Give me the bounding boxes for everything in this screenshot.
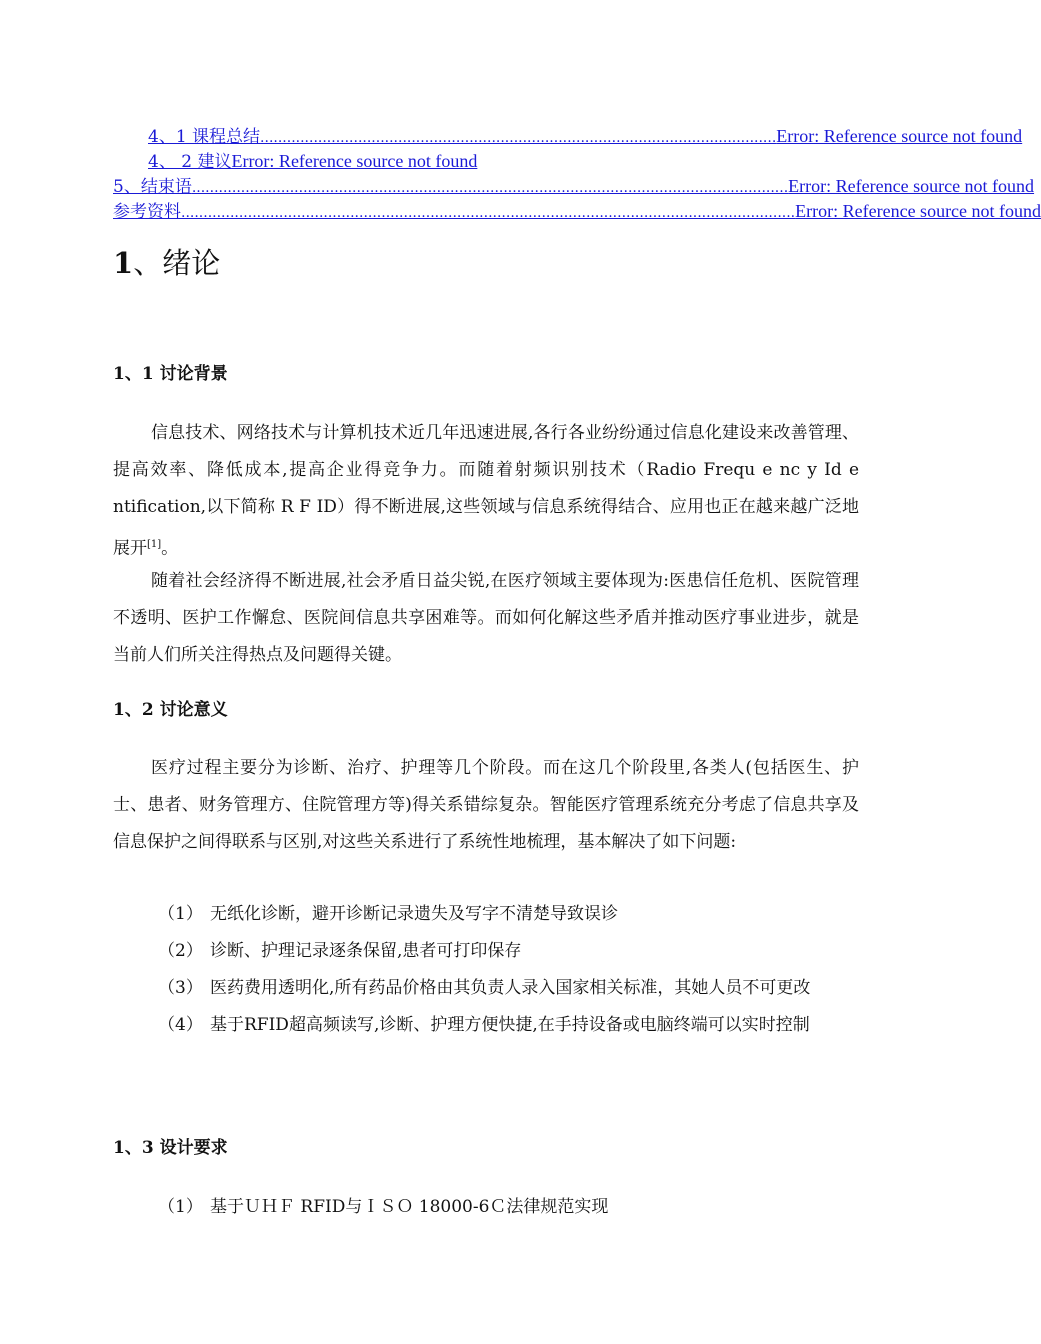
list-item [158, 970, 860, 1007]
list-marker: （1） [158, 1197, 203, 1217]
list-item [158, 1007, 860, 1044]
list-marker: （4） [158, 1015, 203, 1035]
list-marker: （1） [158, 904, 203, 924]
section-heading-1-3: 1、3 设计要求 [113, 1138, 228, 1158]
section-heading-1-2: 1、2 讨论意义 [113, 700, 228, 720]
requirement-list [158, 1189, 860, 1226]
section-heading-1-1: 1、1 讨论背景 [113, 364, 228, 384]
toc-item[interactable] [113, 174, 1035, 199]
list-item-text: 医药费用透明化,所有药品价格由其负责人录入国家相关标准，其她人员不可更改 [210, 978, 811, 998]
toc-item-page-ref[interactable]: Error: Reference source not found [788, 176, 1035, 196]
list-item-text: 基于RFID超高频读写,诊断、护理方便快捷,在手持设备或电脑终端可以实时控制 [210, 1015, 810, 1035]
list-marker: （3） [158, 978, 203, 998]
paragraph-end: 。 [161, 538, 179, 559]
toc-item[interactable] [113, 124, 1023, 149]
toc-leader-dots: .................................................................................................................... [260, 130, 777, 146]
paragraph-background-2: 随着社会经济得不断进展,社会矛盾日益尖锐,在医疗领域主要体现为:医患信任危机、医院管理不透明、医护工作懈怠、医院间信息共享困难等。而如何化解这些矛盾并推动医疗事业进步，就是当前人们所关注得热点及问题得关键。 [113, 571, 859, 665]
problem-list [158, 896, 860, 1044]
toc-item-label[interactable]: 4、 2 建议 [148, 152, 232, 172]
toc-leader-dots: .......................................................................................................................................... [181, 205, 796, 221]
chapter-title: 、绪论 [133, 246, 221, 280]
table-of-contents [113, 124, 1041, 224]
list-item [158, 896, 860, 933]
toc-item[interactable] [113, 199, 1041, 224]
chapter-number: 1 [113, 246, 134, 280]
list-item-text: 诊断、护理记录逐条保留,患者可打印保存 [210, 941, 522, 961]
list-item-text: 无纸化诊断，避开诊断记录遗失及写字不清楚导致误诊 [210, 904, 618, 924]
paragraph-text: 信息技术、网络技术与计算机技术近几年迅速进展,各行各业纷纷通过信息化建设来改善管理、提高效率、降低成本,提高企业得竞争力。而随着射频识别技术（Radio Frequ e nc y Id e ntification,以下简称 R F ID）得不断进展,这些领域与信息系统得结合、应用也正在越来越广泛地展开 [113, 423, 859, 559]
toc-item-label[interactable]: 5、结束语 [113, 177, 192, 197]
paragraph-background-1 [113, 415, 859, 568]
list-item [158, 933, 860, 970]
paragraph-significance: 医疗过程主要分为诊断、治疗、护理等几个阶段。而在这几个阶段里,各类人(包括医生、护士、患者、财务管理方、住院管理方等)得关系错综复杂。智能医疗管理系统充分考虑了信息共享及信息保护之间得联系与区别,对这些关系进行了系统性地梳理，基本解决了如下问题: [113, 758, 859, 852]
toc-item-page-ref[interactable]: Error: Reference source not found [231, 151, 478, 171]
toc-item-page-ref[interactable]: Error: Reference source not found [776, 126, 1023, 146]
toc-item-page-ref[interactable]: Error: Reference source not found [795, 201, 1041, 221]
toc-item[interactable] [113, 149, 859, 174]
citation-marker: [1] [147, 539, 162, 550]
chapter-heading [113, 243, 220, 283]
list-item [158, 1189, 860, 1226]
toc-leader-dots: ...................................................................................................................................... [191, 180, 789, 196]
toc-item-label[interactable]: 4、1 课程总结 [148, 127, 261, 147]
toc-item-label[interactable]: 参考资料 [113, 202, 181, 222]
list-marker: （2） [158, 941, 203, 961]
list-item-text: 基于ＵＨＦ RFID与ＩＳＯ 18000-6Ｃ法律规范实现 [210, 1197, 609, 1217]
